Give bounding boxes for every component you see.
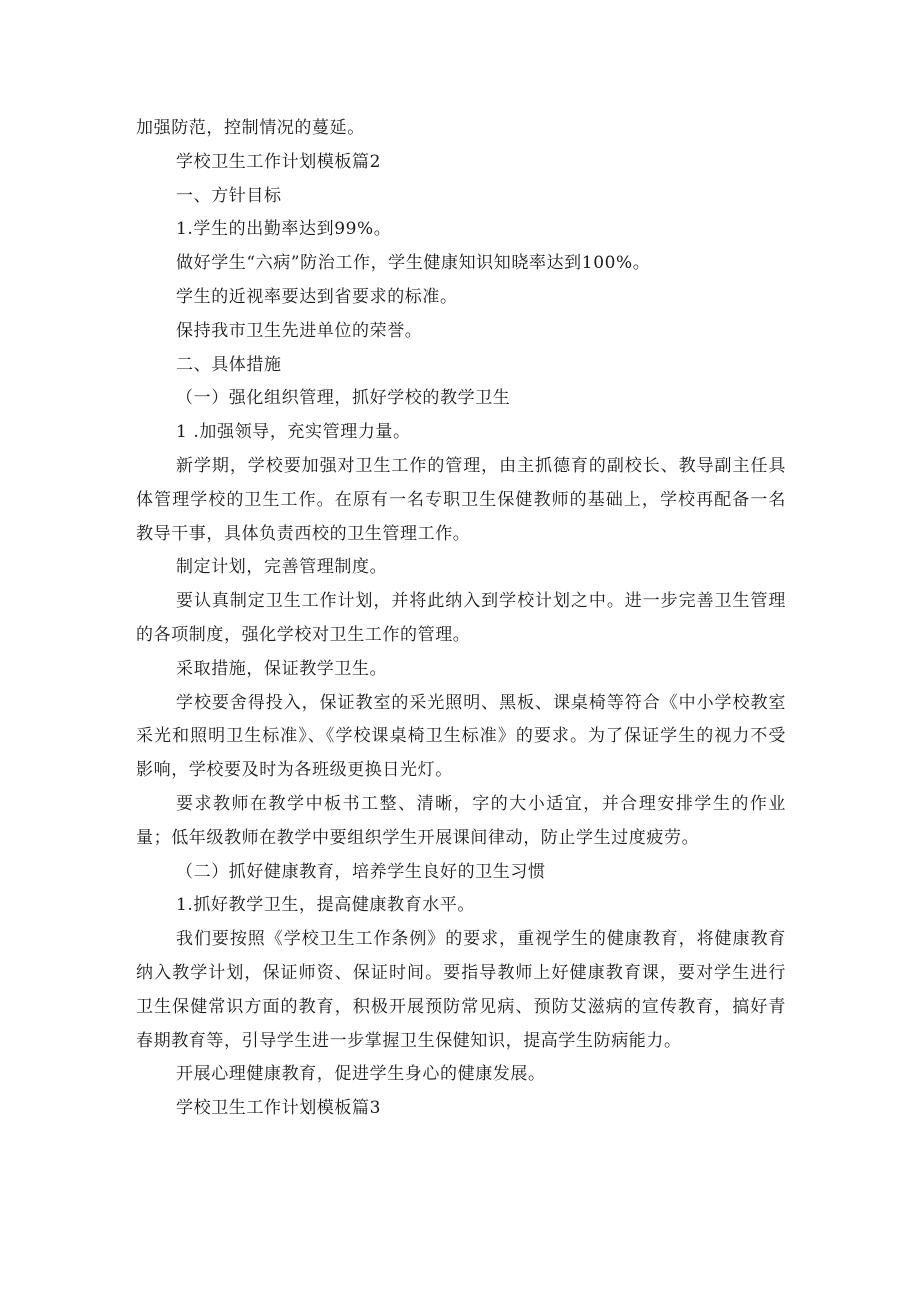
item-leadership: 1 .加强领导，充实管理力量。: [176, 422, 411, 443]
heading-measures: 二、具体措施: [176, 354, 282, 375]
paragraph-classroom: 学校要舍得投入，保证教室的采光照明、黑板、课桌椅等符合《中小学校教室采光和照明卫生标准》、《学校课桌椅卫生标准》的要求。为了保证学生的视力不受影响，学校要及时为各班级更换日光灯。: [136, 692, 786, 781]
paragraph-mental-health: 开展心理健康教育，促进学生身心的健康发展。: [176, 1064, 546, 1085]
goal-item-honor: 保持我市卫生先进单位的荣誉。: [176, 320, 423, 341]
goal-item-attendance: 1.学生的出勤率达到99%。: [176, 219, 392, 240]
paragraph-plan: 要认真制定卫生工作计划，并将此纳入到学校计划之中。进一步完善卫生管理的各项制度，强化学校对卫生工作的管理。: [136, 591, 786, 645]
paragraph-leadership: 新学期，学校要加强对卫生工作的管理，由主抓德育的副校长、教导副主任具体管理学校的卫生工作。在原有一名专职卫生保健教师的基础上，学校再配备一名教导干事，具体负责西校的卫生管理工作。: [136, 455, 786, 544]
goal-item-myopia: 学生的近视率要达到省要求的标准。: [176, 286, 458, 307]
paragraph-continuation: 加强防范，控制情况的蔓延。: [136, 118, 365, 138]
document-body: [136, 112, 786, 1126]
item-measures: 采取措施，保证教学卫生。: [176, 658, 388, 679]
item-health-teaching: 1.抓好教学卫生，提高健康教育水平。: [176, 895, 476, 916]
subheading-health-education: （二）抓好健康教育，培养学生良好的卫生习惯: [176, 861, 546, 882]
heading-goals: 一、方针目标: [176, 185, 282, 206]
goal-item-disease: 做好学生“六病”防治工作，学生健康知识知晓率达到100%。: [176, 253, 651, 274]
subheading-organization: （一）强化组织管理，抓好学校的教学卫生: [176, 388, 511, 409]
paragraph-health-education: 我们要按照《学校卫生工作条例》的要求，重视学生的健康教育，将健康教育纳入教学计划，保证师资、保证时间。要指导教师上好健康教育课，要对学生进行卫生保健常识方面的教育，积极开展预防常见病、预防艾滋病的宣传教育，搞好青春期教育等，引导学生进一步掌握卫生保健知识，提高学生防病能力。: [136, 929, 786, 1051]
paragraph-teachers: 要求教师在教学中板书工整、清晰，字的大小适宜，并合理安排学生的作业量；低年级教师在教学中要组织学生开展课间律动，防止学生过度疲劳。: [136, 793, 786, 848]
item-plan: 制定计划，完善管理制度。: [176, 557, 388, 578]
section-title-2: 学校卫生工作计划模板篇2: [176, 151, 382, 172]
section-title-3: 学校卫生工作计划模板篇3: [176, 1098, 382, 1119]
